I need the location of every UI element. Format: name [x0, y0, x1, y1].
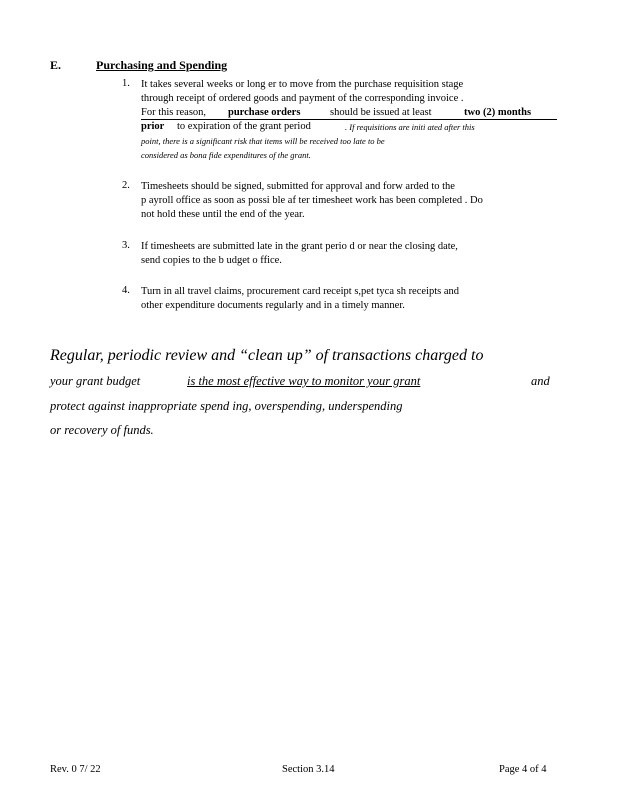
item-1-line-1: It takes several weeks or long er to move from the purchase requisition stage — [141, 79, 464, 90]
footer-page-number: Page 4 of 4 — [499, 764, 547, 775]
item-3-line-2: send copies to the b udget o ffice. — [141, 255, 282, 266]
closing-line-4: or recovery of funds. — [50, 423, 154, 437]
item-2-line-3: not hold these until the end of the year. — [141, 209, 305, 220]
item-1-line-6: considered as bona fide expenditures of the grant. — [141, 150, 311, 160]
item-2-line-2: p ayroll office as soon as possi ble af ter timesheet work has been completed . Do — [141, 195, 483, 206]
section-letter: E. — [50, 58, 62, 72]
item-1-two-months: two (2) months — [464, 107, 532, 118]
item-4-line-2: other expenditure documents regularly and in a timely manner. — [141, 300, 405, 311]
item-4-line-1: Turn in all travel claims, procurement card receipt s,pet tyca sh receipts and — [141, 286, 459, 297]
footer-revision: Rev. 0 7/ 22 — [50, 764, 101, 775]
footer-section: Section 3.14 — [282, 764, 335, 775]
item-number: 3. — [122, 240, 130, 251]
item-3-line-1: If timesheets are submitted late in the grant perio d or near the closing date, — [141, 241, 458, 252]
closing-line-2c: and — [531, 374, 550, 388]
item-number: 1. — [122, 78, 130, 89]
closing-line-2b: is the most effective way to monitor your grant — [187, 374, 421, 388]
item-2-line-1: Timesheets should be signed, submitted for approval and forw arded to the — [141, 181, 455, 192]
item-1-line-5: point, there is a significant risk that items will be received too late to be — [141, 136, 385, 146]
item-number: 2. — [122, 180, 130, 191]
section-title: Purchasing and Spending — [96, 58, 228, 72]
item-1-line-3b: should be issued at least — [330, 107, 432, 118]
closing-line-1: Regular, periodic review and “clean up” of transactions charged to — [50, 347, 484, 364]
item-1-line-3a: For this reason, — [141, 107, 207, 118]
closing-line-2a: your grant budget — [50, 374, 141, 388]
item-1-line-4a: to expiration of the grant period — [177, 121, 311, 132]
item-number: 4. — [122, 285, 130, 296]
item-1-purchase-orders: purchase orders — [228, 107, 301, 118]
item-1-line-4b: . If requisitions are initi ated after this — [345, 122, 475, 132]
item-1-line-2: through receipt of ordered goods and payment of the corresponding invoice . — [141, 93, 464, 104]
closing-line-3: protect against inappropriate spend ing, overspending, underspending — [50, 399, 403, 413]
item-1-prior: prior — [141, 121, 165, 132]
